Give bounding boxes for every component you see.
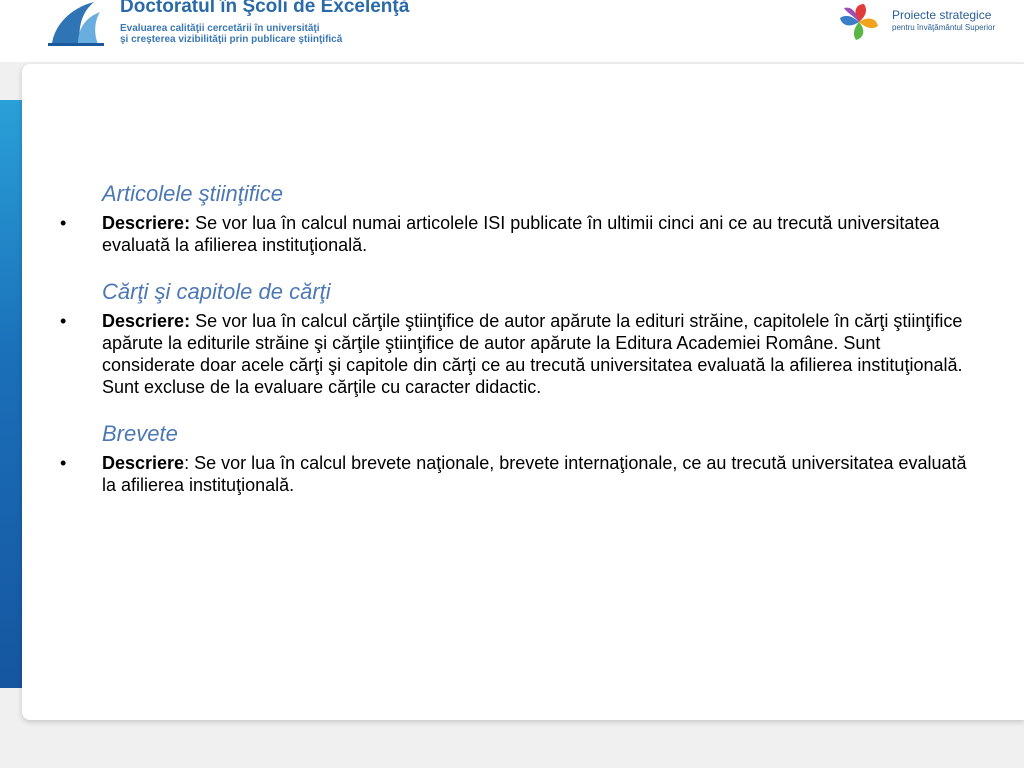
petal-flower-logo-icon [838, 2, 880, 42]
brand-title: Doctoratul în Şcoli de Excelenţă [120, 0, 410, 17]
description-label: Descriere [102, 453, 185, 473]
section-title-articles: Articolele ştiinţifice [102, 181, 283, 206]
bullet-item-patents [58, 452, 978, 496]
bullet-marker: • [60, 311, 67, 331]
description-text: : Se vor lua în calcul brevete naţionale, brevete internaţionale, ce au trecută universitatea evaluată la afilierea instituţională. [102, 453, 967, 495]
description-label: Descriere: [102, 311, 191, 331]
section-title-books: Cărţi şi capitole de cărţi [102, 279, 331, 304]
bullet-marker: • [60, 213, 67, 233]
bullet-item-articles [58, 212, 978, 256]
description-text: Se vor lua în calcul numai articolele ISI publicate în ultimii cinci ani ce au trecută universitatea evaluată la afilierea instituţională. [102, 213, 940, 255]
header-bar [0, 0, 1024, 62]
bullet-text [102, 452, 978, 496]
wave-sail-logo-icon [48, 0, 104, 46]
right-brand-subtitle: pentru învăţământul Superior [892, 23, 996, 32]
description-text: Se vor lua în calcul cărţile ştiinţifice de autor apărute la edituri străine, capitolele în cărţi ştiinţifice apărute la editurile străine şi cărţile ştiinţifice de autor apărute la Editura Academiei Române. Sunt considerate doar acele cărţi şi capitole din cărţi ce au trecută universitatea evaluată la afilierea instituţională. Sunt excluse de la evaluare cărţile cu caracter didactic. [102, 311, 963, 397]
right-brand-title: Proiecte strategice [892, 8, 992, 22]
section-title-patents: Brevete [102, 421, 178, 446]
bullet-marker: • [60, 453, 67, 473]
bullet-text [102, 212, 978, 256]
bullet-text [102, 310, 978, 398]
left-accent-bar [0, 100, 22, 688]
brand-subtitle-line1: Evaluarea calităţii cercetării în universităţi [120, 23, 320, 34]
bullet-item-books [58, 310, 978, 398]
description-label: Descriere: [102, 213, 191, 233]
brand-subtitle-line2: şi creşterea vizibilităţii prin publicare ştiinţifică [120, 34, 343, 45]
slide-content [58, 180, 978, 496]
